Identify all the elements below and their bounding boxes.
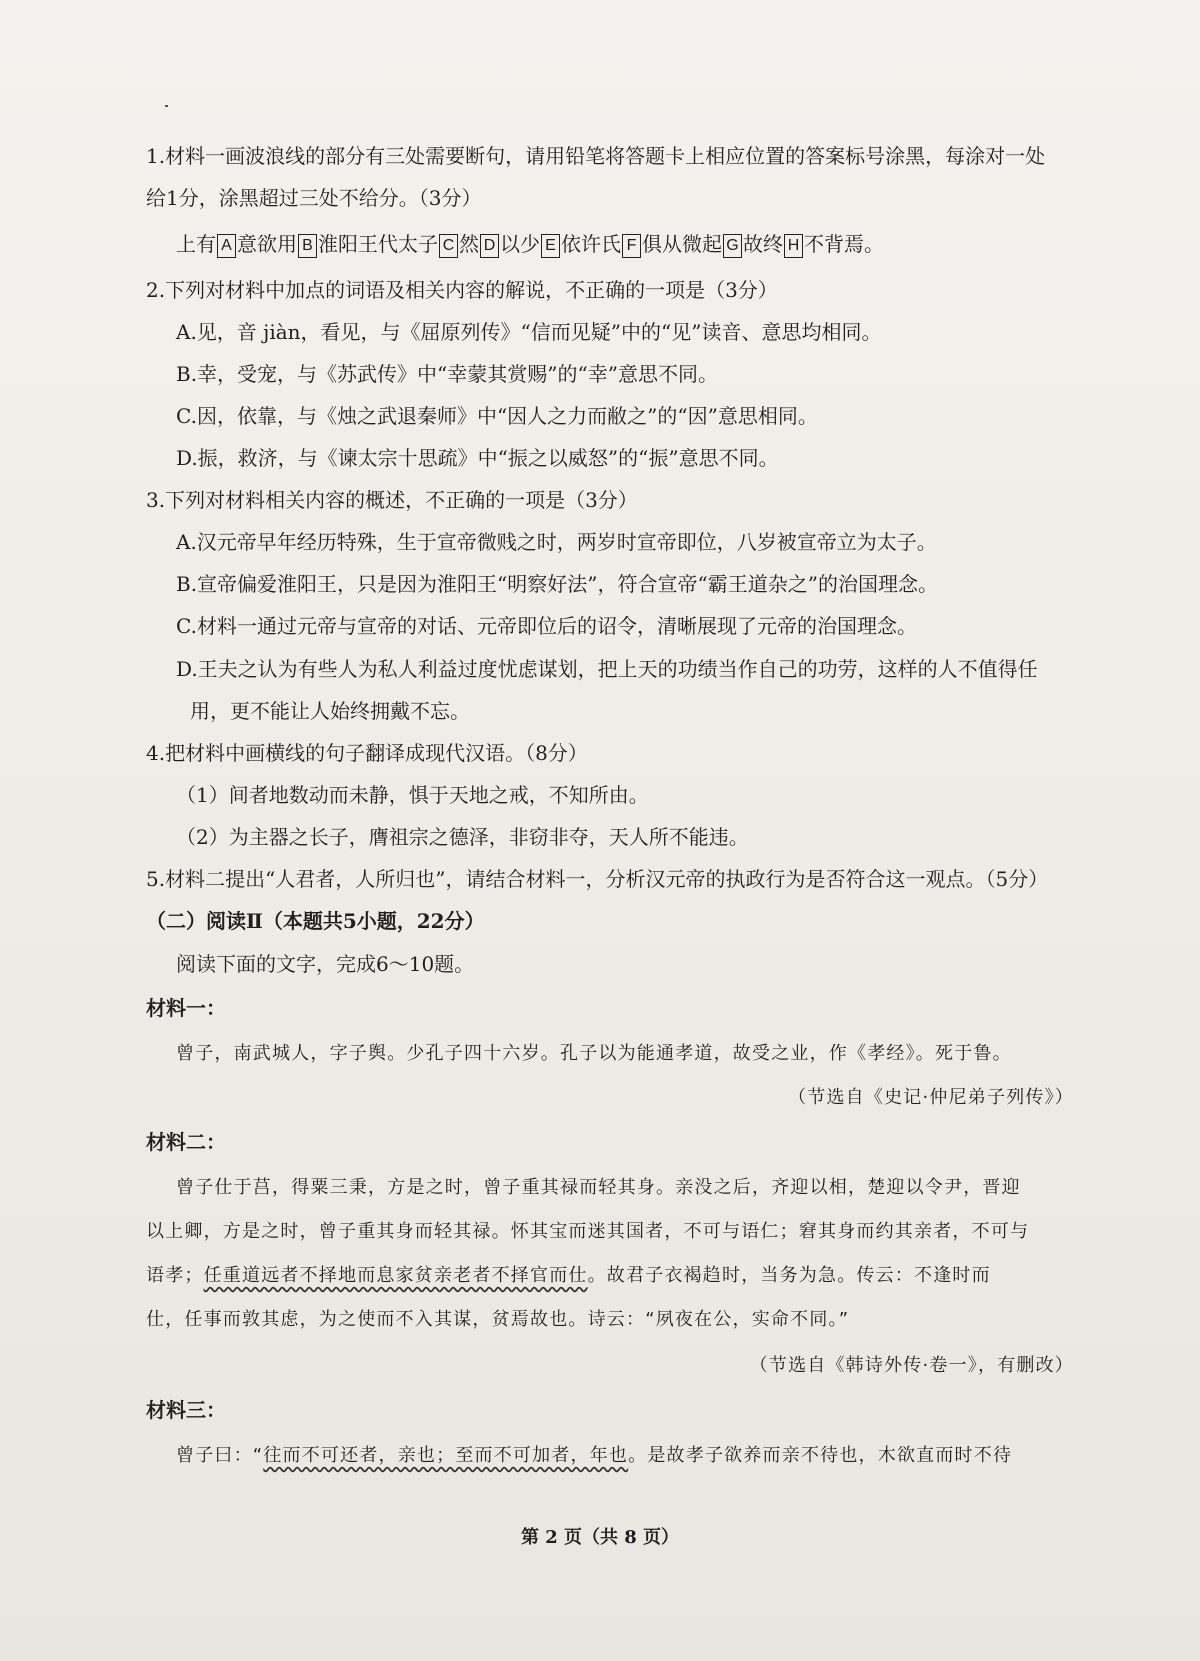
q3-option-a: A.汉元帝早年经历特殊，生于宣帝微贱之时，两岁时宣帝即位，八岁被宣帝立为太子。 <box>176 530 937 554</box>
q1-seg-8: 不背焉。 <box>804 232 884 256</box>
material-2-line1: 曾子仕于莒，得粟三秉，方是之时，曾子重其禄而轻其身。亲没之后，齐迎以相，楚迎以令尹，晋迎 <box>176 1177 1021 1198</box>
q3-option-d-line1: D.王夫之认为有些人为私人利益过度忧虑谋划，把上天的功绩当作自己的功劳，这样的人不值得任 <box>176 657 1038 681</box>
q4-sentence-2: （2）为主器之长子，膺祖宗之德泽，非窃非夺，天人所不能违。 <box>176 825 749 849</box>
q2-option-b: B.幸，受宠，与《苏武传》中“幸蒙其赏赐”的“幸”意思不同。 <box>176 362 718 386</box>
material-2-line4: 仕，任事而敦其虑，为之使而不入其谋，贫焉故也。诗云：“夙夜在公，实命不同。” <box>146 1309 850 1330</box>
q5-stem: 5.材料二提出“人君者，人所归也”，请结合材料一，分析汉元帝的执政行为是否符合这一观点。（5分） <box>146 867 1049 891</box>
q2-option-a: A.见，音 jiàn，看见，与《屈原列传》“信而见疑”中的“见”读音、意思均相同。 <box>176 320 882 344</box>
material-1-text: 曾子，南武城人，字子舆。少孔子四十六岁。孔子以为能通孝道，故受之业，作《孝经》。死于鲁。 <box>176 1043 1012 1064</box>
q3-stem: 3.下列对材料相关内容的概述，不正确的一项是（3分） <box>146 488 638 512</box>
q1-seg-4: 以少 <box>500 232 540 256</box>
q1-seg-2: 淮阳王代太子 <box>318 232 438 256</box>
q1-box-a[interactable]: A <box>217 234 236 258</box>
q1-segment-line <box>176 230 1106 258</box>
material-1-label: 材料一： <box>146 996 226 1020</box>
material-2-line3-start: 语孝； <box>146 1265 204 1286</box>
q1-box-h[interactable]: H <box>784 234 803 258</box>
q1-box-b[interactable]: B <box>298 234 317 258</box>
q1-seg-0: 上有 <box>176 232 216 256</box>
q1-box-g[interactable]: G <box>723 234 742 258</box>
material-1-source: （节选自《史记·仲尼弟子列传》） <box>788 1087 1074 1108</box>
q1-seg-3: 然 <box>459 232 479 256</box>
q4-stem: 4.把材料中画横线的句子翻译成现代汉语。（8分） <box>146 741 588 765</box>
material-3-line1-start: 曾子曰：“ <box>176 1445 264 1466</box>
q1-box-d[interactable]: D <box>480 234 499 258</box>
q1-box-c[interactable]: C <box>439 234 458 258</box>
material-2-label: 材料二： <box>146 1130 226 1154</box>
material-3-label: 材料三： <box>146 1398 226 1422</box>
q2-option-c: C.因，依靠，与《烛之武退秦师》中“因人之力而敝之”的“因”意思相同。 <box>176 404 818 428</box>
material-2-line3-end: 。故君子衣褐趋时，当务为急。传云：不逢时而 <box>587 1265 991 1286</box>
material-2-line3 <box>146 1262 1076 1290</box>
material-3-line1 <box>176 1442 1106 1470</box>
q1-seg-1: 意欲用 <box>237 232 297 256</box>
q1-box-f[interactable]: F <box>622 234 641 258</box>
material-2-source: （节选自《韩诗外传·卷一》，有删改） <box>749 1355 1074 1376</box>
q2-stem: 2.下列对材料中加点的词语及相关内容的解说，不正确的一项是（3分） <box>146 278 778 302</box>
section-2-instruction: 阅读下面的文字，完成6～10题。 <box>176 952 475 976</box>
page-number: 第 2 页（共 8 页） <box>520 1527 680 1548</box>
q3-option-b: B.宣帝偏爱淮阳王，只是因为淮阳王“明察好法”，符合宣帝“霸王道杂之”的治国理念。 <box>176 572 938 596</box>
q2-option-d: D.振，救济，与《谏太宗十思疏》中“振之以威怒”的“振”意思不同。 <box>176 446 779 470</box>
material-3-line1-end: 。是故孝子欲养而亲不待也，木欲直而时不待 <box>628 1445 1013 1466</box>
q1-seg-5: 依许氏 <box>561 232 621 256</box>
q1-seg-6: 俱从微起 <box>642 232 722 256</box>
material-2-wavy-sentence: 任重道远者不择地而息家贫亲老者不择官而仕 <box>203 1265 588 1286</box>
q3-option-d-line2: 用，更不能让人始终拥戴不忘。 <box>190 699 470 723</box>
q1-stem-line1: 1.材料一画波浪线的部分有三处需要断句，请用铅笔将答题卡上相应位置的答案标号涂黑，每涂对一处 <box>146 144 1046 168</box>
q4-sentence-1: （1）间者地数动而未静，惧于天地之戒，不知所由。 <box>176 783 649 807</box>
material-3-wavy-sentence: 往而不可还者，亲也；至而不可加者，年也 <box>263 1445 629 1466</box>
paper-speck <box>165 105 168 107</box>
q1-seg-7: 故终 <box>743 232 783 256</box>
section-2-title: （二）阅读Ⅱ（本题共5小题，22分） <box>146 909 485 933</box>
material-2-line2: 以上卿，方是之时，曾子重其身而轻其禄。怀其宝而迷其国者，不可与语仁；窘其身而约其亲者，不可与 <box>146 1221 1030 1242</box>
q3-option-c: C.材料一通过元帝与宣帝的对话、元帝即位后的诏令，清晰展现了元帝的治国理念。 <box>176 614 917 638</box>
q1-stem-line2: 给1分，涂黑超过三处不给分。（3分） <box>146 186 482 210</box>
q1-box-e[interactable]: E <box>541 234 560 258</box>
